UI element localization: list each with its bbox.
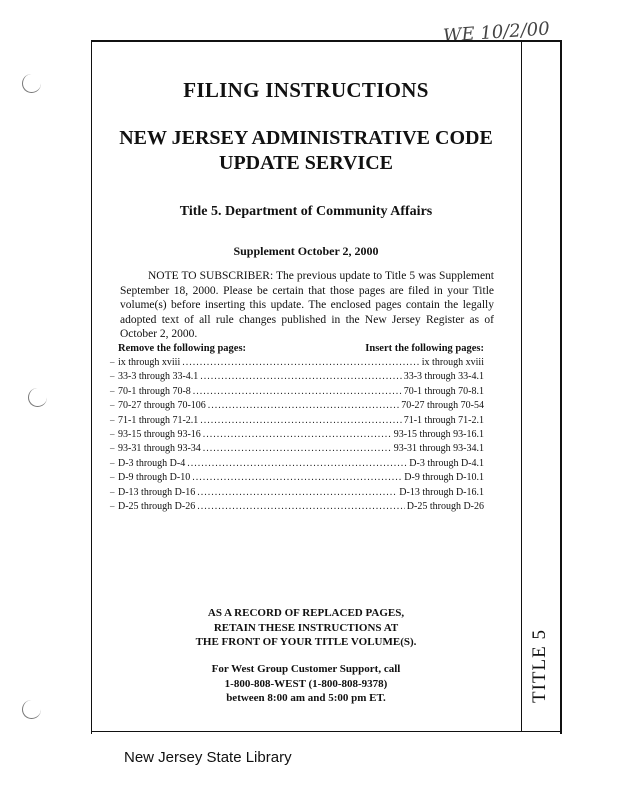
- table-row: [110, 371, 484, 385]
- record-line3: THE FRONT OF YOUR TITLE VOLUME(S).: [195, 636, 417, 648]
- handwritten-initials-date: WE 10/2/00: [442, 18, 551, 47]
- punch-hole-mark: [28, 388, 47, 407]
- spine-label: TITLE 5: [529, 628, 551, 704]
- remove-pages: D-9 through D-10: [118, 472, 191, 484]
- table-rows: [110, 357, 484, 515]
- punch-hole-mark: [22, 74, 41, 93]
- customer-support: [91, 662, 521, 706]
- support-line2: 1-800-808-WEST (1-800-808-9378): [224, 677, 388, 690]
- library-stamp: New Jersey State Library: [124, 749, 292, 766]
- dot-leader: [200, 415, 401, 426]
- record-line1: AS A RECORD OF REPLACED PAGES,: [207, 607, 405, 619]
- insert-pages: D-25 through D-26: [406, 500, 484, 512]
- pen-tick-mark: –: [110, 457, 115, 468]
- dot-leader: [200, 371, 401, 382]
- insert-header: Insert the following pages:: [365, 343, 484, 354]
- table-row: [110, 472, 484, 486]
- pen-tick-mark: –: [110, 486, 115, 497]
- remove-pages: 70-27 through 70-106: [118, 400, 206, 412]
- dot-leader: [197, 487, 397, 498]
- frame-bottom-line: [91, 731, 561, 732]
- insert-pages: 70-1 through 70-8.1: [403, 385, 484, 397]
- dot-leader: [182, 357, 420, 368]
- insert-pages: D-3 through D-4.1: [409, 457, 484, 469]
- remove-pages: 93-31 through 93-34: [118, 443, 201, 455]
- spine-label-box: [521, 604, 559, 728]
- title-heading: Title 5. Department of Community Affairs: [179, 204, 433, 219]
- dot-leader: [197, 501, 405, 512]
- code-title: [91, 126, 521, 176]
- subscriber-note: NOTE TO SUBSCRIBER: The previous update to Title 5 was Supplement September 18, 2000. Please be certain that those pages are filed in your Title volume(s) before inserting this update. The enclosed pages contain the legally adopted text of all rule changes published in the New Jersey Register as of October 2, 2000.: [120, 270, 494, 340]
- table-row: [110, 400, 484, 414]
- dot-leader: [193, 386, 402, 397]
- remove-pages: D-3 through D-4: [118, 457, 186, 469]
- table-row: [110, 443, 484, 457]
- dot-leader: [192, 472, 402, 483]
- pen-tick-mark: –: [110, 385, 115, 396]
- insert-pages: D-9 through D-10.1: [404, 472, 484, 484]
- remove-pages: D-25 through D-26: [118, 500, 196, 512]
- table-row: [110, 486, 484, 501]
- dot-leader: [203, 429, 392, 440]
- page-replacement-table: [110, 343, 484, 515]
- insert-pages: 93-31 through 93-34.1: [393, 443, 484, 455]
- remove-pages: D-13 through D-16: [118, 486, 196, 498]
- remove-pages: ix through xviii: [118, 357, 181, 368]
- insert-pages: 70-27 through 70-54: [401, 400, 484, 412]
- table-row: [110, 357, 484, 371]
- support-line1: For West Group Customer Support, call: [211, 663, 401, 675]
- table-row: [110, 385, 484, 400]
- pen-tick-mark: –: [110, 414, 115, 425]
- remove-pages: 33-3 through 33-4.1: [118, 371, 199, 383]
- table-header: [118, 343, 484, 354]
- remove-pages: 71-1 through 71-2.1: [118, 414, 199, 426]
- pen-tick-mark: –: [110, 500, 115, 511]
- supplement-date: Supplement October 2, 2000: [233, 244, 379, 258]
- insert-pages: 33-3 through 33-4.1: [403, 371, 484, 383]
- code-title-line2: UPDATE SERVICE: [219, 152, 393, 174]
- pen-tick-mark: –: [110, 472, 115, 483]
- remove-pages: 70-1 through 70-8: [118, 385, 191, 397]
- table-row: [110, 414, 484, 429]
- pen-tick-mark: –: [110, 428, 115, 439]
- insert-pages: 93-15 through 93-16.1: [393, 428, 484, 440]
- remove-header: Remove the following pages:: [118, 343, 247, 354]
- insert-pages: ix through xviii: [421, 357, 484, 368]
- record-notice: [91, 606, 521, 650]
- record-line2: RETAIN THESE INSTRUCTIONS AT: [213, 621, 399, 634]
- pen-tick-mark: –: [110, 371, 115, 382]
- table-row: [110, 500, 484, 515]
- insert-pages: 71-1 through 71-2.1: [403, 414, 484, 426]
- dot-leader: [208, 400, 399, 411]
- page-title: FILING INSTRUCTIONS: [183, 78, 429, 102]
- dot-leader: [187, 458, 407, 469]
- punch-hole-mark: [22, 700, 41, 719]
- table-row: [110, 457, 484, 472]
- pen-tick-mark: –: [110, 443, 115, 454]
- insert-pages: D-13 through D-16.1: [399, 486, 484, 498]
- table-row: [110, 428, 484, 443]
- support-line3: between 8:00 am and 5:00 pm ET.: [226, 692, 386, 704]
- pen-tick-mark: –: [110, 357, 115, 367]
- code-title-line1: NEW JERSEY ADMINISTRATIVE CODE: [119, 127, 493, 149]
- dot-leader: [203, 443, 392, 454]
- pen-tick-mark: –: [110, 400, 115, 411]
- remove-pages: 93-15 through 93-16: [118, 428, 201, 440]
